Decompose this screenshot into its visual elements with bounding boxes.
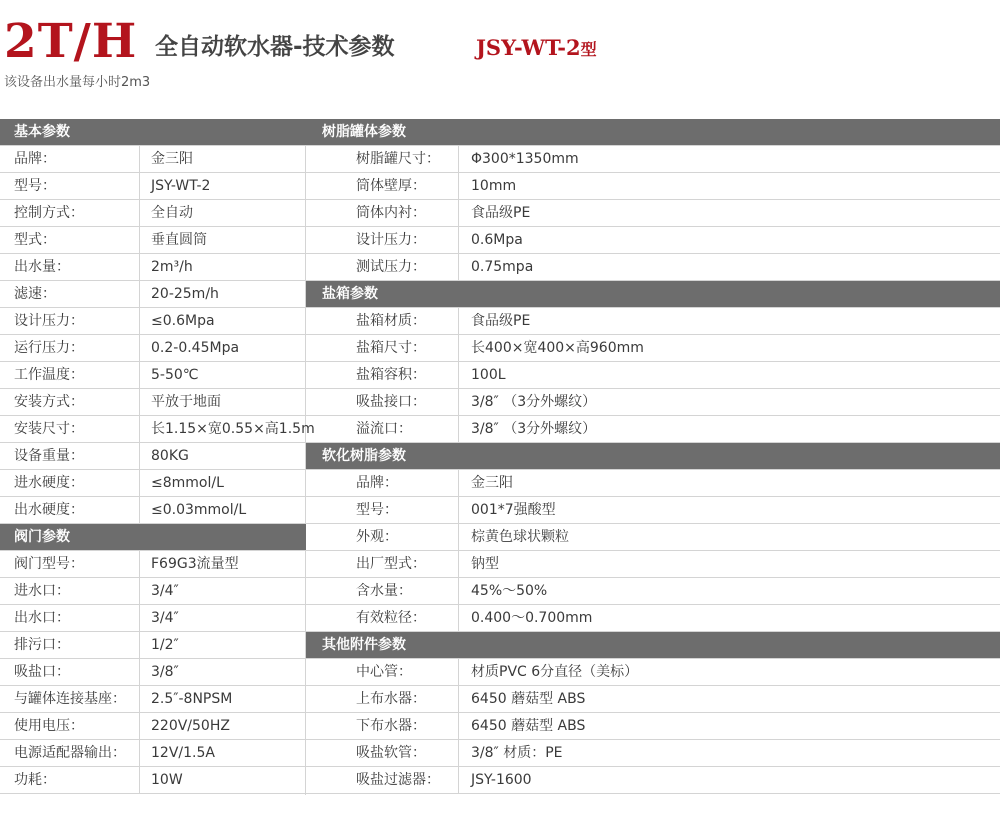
table-row (306, 470, 1000, 497)
param-label: 阀门型号： (14, 556, 84, 572)
param-value: 001*7强酸型 (471, 502, 556, 518)
param-value: Φ300*1350mm (471, 151, 579, 167)
section-header-valve: 阀门参数 (0, 524, 306, 551)
param-value: 材质PVC 6分直径（美标） (471, 664, 639, 680)
param-label: 电源适配器输出： (14, 745, 126, 761)
param-label: 设计压力： (356, 232, 426, 248)
table-row (0, 254, 306, 281)
param-label: 出厂型式： (356, 556, 426, 572)
param-label: 中心管： (356, 664, 412, 680)
param-label: 与罐体连接基座： (14, 691, 126, 707)
table-row (306, 524, 1000, 551)
param-label: 下布水器： (356, 718, 426, 734)
table-row (306, 173, 1000, 200)
table-row (0, 146, 306, 173)
param-label: 品牌： (356, 475, 398, 491)
param-value: 20-25m/h (151, 286, 219, 302)
param-label: 吸盐软管： (356, 745, 426, 761)
left-column (0, 119, 315, 794)
param-label: 树脂罐尺寸： (356, 151, 440, 167)
param-value: 3/8″ （3分外螺纹） (471, 421, 597, 437)
table-row (0, 632, 306, 659)
param-label: 吸盐接口： (356, 394, 426, 410)
param-label: 运行压力： (14, 340, 84, 356)
table-row (0, 335, 306, 362)
table-row (306, 389, 1000, 416)
param-value: 45%～50% (471, 583, 548, 599)
param-value: 2m³/h (151, 259, 193, 275)
param-label: 筒体内衬： (356, 205, 426, 221)
param-label: 安装尺寸： (14, 421, 84, 437)
param-label: 外观： (356, 529, 398, 545)
param-value: 3/8″ （3分外螺纹） (471, 394, 597, 410)
param-label: 控制方式： (14, 205, 84, 221)
table-row (306, 362, 1000, 389)
model-code: JSY-WT-2 (476, 35, 581, 60)
param-label: 进水硬度： (14, 475, 84, 491)
param-value: 钠型 (471, 556, 499, 572)
param-value: 80KG (151, 448, 189, 464)
table-row (306, 578, 1000, 605)
param-value: 6450 蘑菇型 ABS (471, 691, 586, 707)
param-value: JSY-WT-2 (151, 178, 211, 194)
table-row (306, 605, 1000, 632)
param-label: 安装方式： (14, 394, 84, 410)
param-label: 含水量： (356, 583, 412, 599)
param-value: 5-50℃ (151, 367, 199, 383)
table-row (0, 659, 306, 686)
section-header-other: 其他附件参数 (306, 632, 1000, 659)
table-row (0, 227, 306, 254)
param-label: 出水量： (14, 259, 70, 275)
param-label: 进水口： (14, 583, 70, 599)
param-value: 0.400～0.700mm (471, 610, 593, 626)
table-row (0, 497, 306, 524)
param-label: 排污口： (14, 637, 70, 653)
table-row (0, 713, 306, 740)
param-label: 品牌： (14, 151, 56, 167)
param-value: ≤0.03mmol/L (151, 502, 247, 518)
table-row (306, 146, 1000, 173)
valve-params (0, 551, 306, 794)
param-value: 食品级PE (471, 205, 531, 221)
param-label: 设备重量： (14, 448, 84, 464)
param-value: 棕黄色球状颗粒 (471, 529, 569, 545)
param-value: 长1.15×宽0.55×高1.5m (151, 421, 315, 437)
param-label: 功耗： (14, 772, 56, 788)
param-label: 型式： (14, 232, 56, 248)
section-header-brine: 盐箱参数 (306, 281, 1000, 308)
param-label: 出水硬度： (14, 502, 84, 518)
param-value: 10mm (471, 178, 517, 194)
param-label: 有效粒径： (356, 610, 426, 626)
table-row (0, 551, 306, 578)
param-value: 金三阳 (471, 475, 513, 491)
table-row (306, 497, 1000, 524)
table-row (306, 740, 1000, 767)
param-value: 长400×宽400×高960mm (471, 340, 644, 356)
product-title: 全自动软水器-技术参数 (155, 34, 395, 60)
section-header-resin: 软化树脂参数 (306, 443, 1000, 470)
table-row (0, 416, 315, 443)
param-label: 型号： (356, 502, 398, 518)
param-label: 盐箱尺寸： (356, 340, 426, 356)
table-row (306, 335, 1000, 362)
param-label: 吸盐过滤器： (356, 772, 440, 788)
param-value: ≤8mmol/L (151, 475, 224, 491)
table-row (306, 308, 1000, 335)
param-value: 100L (471, 367, 506, 383)
param-value: 10W (151, 772, 183, 788)
param-label: 滤速： (14, 286, 56, 302)
param-label: 盐箱材质： (356, 313, 426, 329)
param-value: 全自动 (151, 205, 193, 221)
table-row (306, 659, 1000, 686)
section-header-tank: 树脂罐体参数 (306, 119, 1000, 146)
table-row (0, 470, 306, 497)
table-row (0, 578, 306, 605)
param-value: 6450 蘑菇型 ABS (471, 718, 586, 734)
table-row (0, 308, 306, 335)
table-row (306, 416, 1000, 443)
param-value: 金三阳 (151, 151, 193, 167)
param-label: 出水口： (14, 610, 70, 626)
table-row (0, 740, 306, 767)
table-row (0, 767, 306, 794)
other-params (306, 659, 1000, 794)
table-row (0, 200, 306, 227)
model-suffix: 型 (580, 40, 597, 59)
page-header (0, 0, 1000, 120)
param-value: 12V/1.5A (151, 745, 215, 761)
param-label: 溢流口： (356, 421, 412, 437)
param-value: 1/2″ (151, 637, 179, 653)
table-row (0, 686, 306, 713)
param-value: 0.6Mpa (471, 232, 523, 248)
param-label: 筒体壁厚： (356, 178, 426, 194)
table-row (0, 443, 306, 470)
param-label: 测试压力： (356, 259, 426, 275)
table-row (0, 389, 306, 416)
description: 该设备出水量每小时2m3 (4, 75, 151, 90)
param-label: 吸盐口： (14, 664, 70, 680)
table-row (306, 227, 1000, 254)
model-number (476, 33, 597, 65)
table-row (306, 254, 1000, 281)
table-row (306, 551, 1000, 578)
param-value: JSY-1600 (471, 772, 532, 788)
param-label: 设计压力： (14, 313, 84, 329)
param-label: 上布水器： (356, 691, 426, 707)
param-label: 盐箱容积： (356, 367, 426, 383)
param-value: F69G3流量型 (151, 556, 239, 572)
param-value: 食品级PE (471, 313, 531, 329)
right-column (306, 119, 1000, 794)
param-value: 220V/50HZ (151, 718, 230, 734)
param-label: 型号： (14, 178, 56, 194)
param-value: 平放于地面 (151, 394, 221, 410)
table-row (306, 686, 1000, 713)
brine-params (306, 308, 1000, 443)
table-row (306, 767, 1000, 794)
resin-params (306, 470, 1000, 632)
table-row (0, 173, 306, 200)
table-row (0, 605, 306, 632)
table-row (306, 713, 1000, 740)
table-row (306, 200, 1000, 227)
param-value: 垂直圆筒 (151, 232, 207, 248)
param-value: 3/8″ (151, 664, 179, 680)
param-value: 3/8″ 材质：PE (471, 745, 563, 761)
param-value: 0.2-0.45Mpa (151, 340, 240, 356)
param-label: 使用电压： (14, 718, 84, 734)
param-value: 3/4″ (151, 583, 179, 599)
param-value: ≤0.6Mpa (151, 313, 215, 329)
table-row (0, 362, 306, 389)
param-value: 2.5″-8NPSM (151, 691, 233, 707)
capacity-title: 2T/H (4, 14, 138, 69)
param-label: 工作温度： (14, 367, 84, 383)
param-value: 0.75mpa (471, 259, 534, 275)
basic-params (0, 146, 315, 524)
section-header-basic: 基本参数 (0, 119, 306, 146)
param-value: 3/4″ (151, 610, 179, 626)
tank-params (306, 146, 1000, 281)
table-row (0, 281, 306, 308)
